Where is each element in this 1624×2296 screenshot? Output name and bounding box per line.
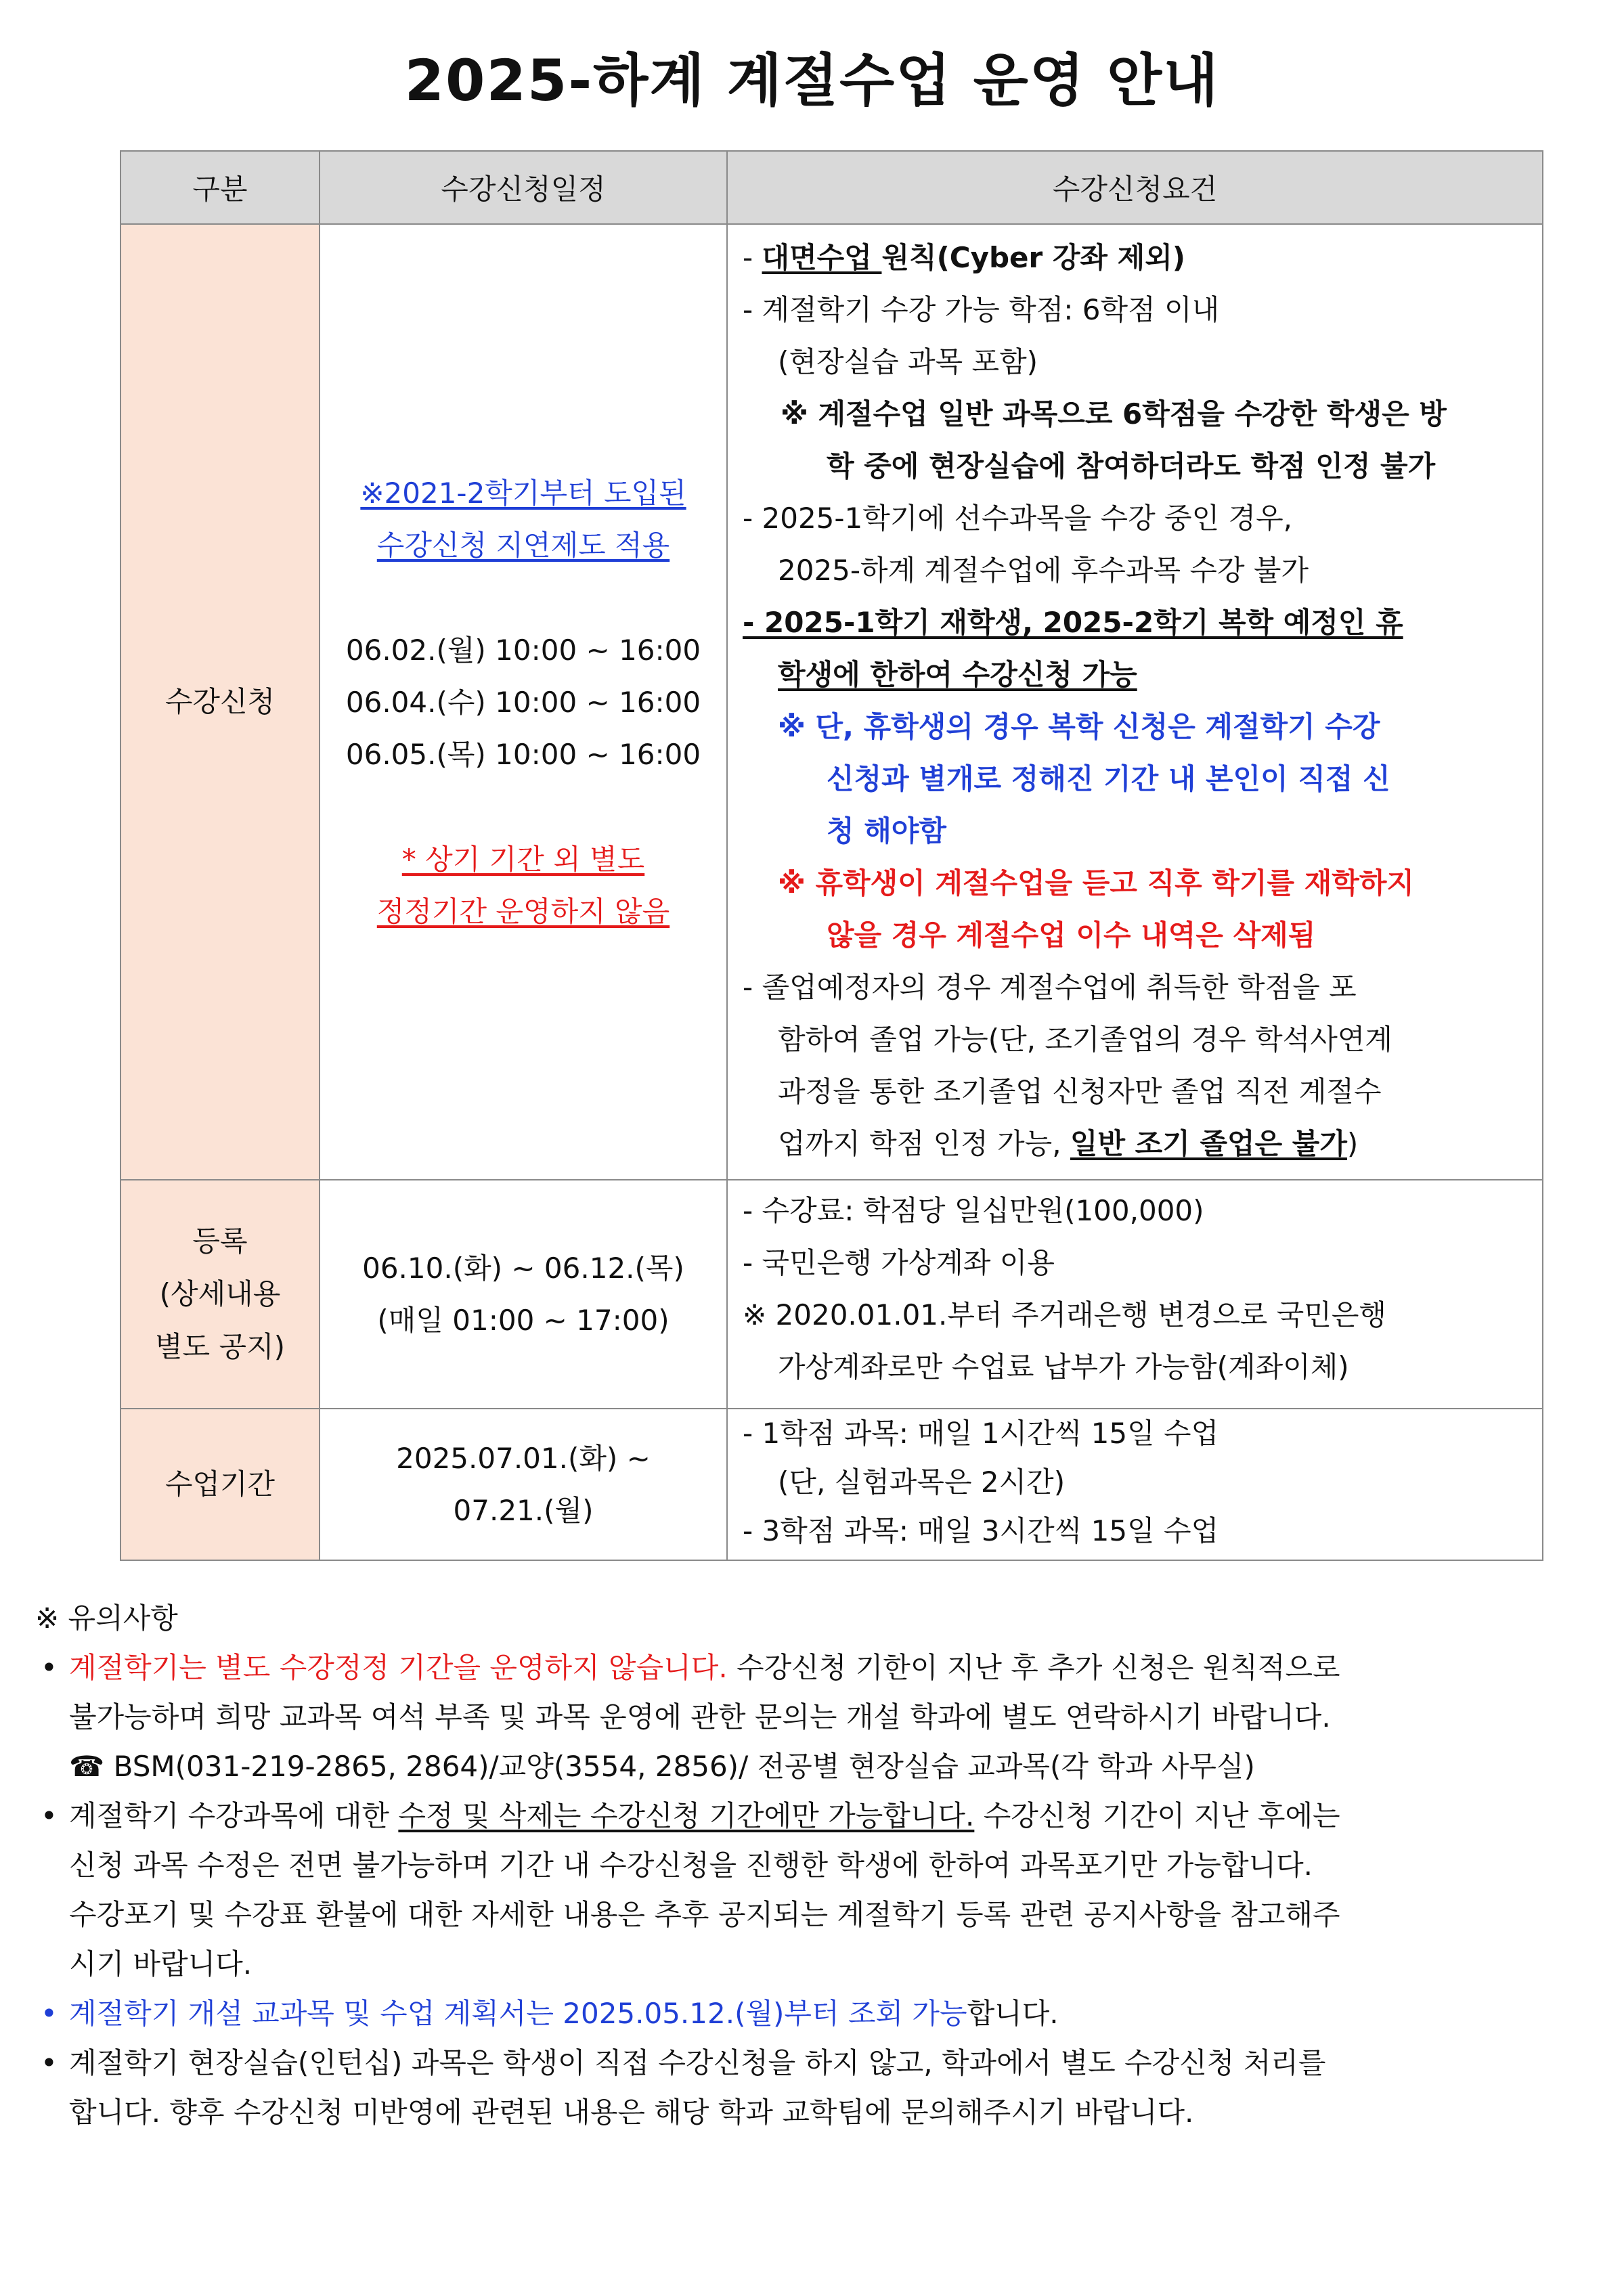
caution-section bbox=[35, 1594, 1592, 2137]
req-internship-note-2: 학 중에 현장실습에 참여하더라도 학점 인정 불가 bbox=[827, 449, 1436, 483]
req-graduation-3: 과정을 통한 조기졸업 신청자만 졸업 직전 계절수 bbox=[778, 1075, 1382, 1108]
table-row-apply bbox=[120, 224, 1543, 1180]
category-period: 수업기간 bbox=[120, 1409, 320, 1560]
apply-date-3: 06.05.(목) 10:00 ~ 16:00 bbox=[345, 737, 701, 771]
header-schedule: 수강신청일정 bbox=[320, 151, 727, 224]
req-graduation-4: 업까지 학점 인정 가능, 일반 조기 졸업은 불가) bbox=[778, 1127, 1359, 1160]
req-prerequisite: - 2025-1학기에 선수과목을 수강 중인 경우, bbox=[743, 502, 1293, 535]
req-credit-limit-2: (현장실습 과목 포함) bbox=[778, 345, 1038, 378]
table-row-register bbox=[120, 1180, 1543, 1409]
req-graduation: - 졸업예정자의 경우 계절수업에 취득한 학점을 포 bbox=[743, 971, 1357, 1004]
requirements-register bbox=[727, 1180, 1543, 1409]
req-prerequisite-2: 2025-하계 계절수업에 후수과목 수강 불가 bbox=[778, 554, 1309, 587]
req-fee: - 수강료: 학점당 일십만원(100,000) bbox=[743, 1194, 1204, 1227]
req-virtual-account: - 국민은행 가상계좌 이용 bbox=[743, 1246, 1055, 1279]
req-internship-note: ※ 계절수업 일반 과목으로 6학점을 수강한 학생은 방 bbox=[781, 397, 1447, 430]
req-eligibility-2: 학생에 한하여 수강신청 가능 bbox=[778, 658, 1137, 691]
req-face-to-face: - 대면수업 원칙(Cyber 강좌 제외) bbox=[743, 241, 1185, 274]
contact-phone: ☎ BSM(031-219-2865, 2864)/교양(3554, 2856)/ 전공별 현장실습 교과목(각 학과 사무실) bbox=[69, 1750, 1255, 1783]
caution-heading: ※ 유의사항 bbox=[35, 1602, 178, 1635]
req-graduation-2: 함하여 졸업 가능(단, 조기졸업의 경우 학석사연계 bbox=[778, 1023, 1392, 1056]
req-eligibility: - 2025-1학기 재학생, 2025-2학기 복학 예정인 휴 bbox=[743, 606, 1403, 639]
req-leave-note: ※ 단, 휴학생의 경우 복학 신청은 계절학기 수강 bbox=[778, 710, 1380, 743]
req-bank-note: ※ 2020.01.01.부터 주거래은행 변경으로 국민은행 bbox=[743, 1298, 1386, 1331]
req-credit-limit: - 계절학기 수강 가능 학점: 6학점 이내 bbox=[743, 293, 1220, 326]
req-three-credit: - 3학점 과목: 매일 3시간씩 15일 수업 bbox=[743, 1514, 1219, 1547]
header-category: 구분 bbox=[120, 151, 320, 224]
caution-item-2: • 계절학기 수강과목에 대한 수정 및 삭제는 수강신청 기간에만 가능합니다. 수강신청 기간이 지난 후에는 신청 과목 수정은 전면 불가능하며 기간 내 수강신청을 진행한 학생에 한하여 과목포기만 가능합니다. 수강포기 및 수강표 환불에 대한 자세한 내용은 추후 공지되는 계절학기 등록 관련 공지사항을 참고해주 시기 바랍니다. bbox=[41, 1799, 1340, 1981]
no-correction-warning: * 상기 기간 외 별도 bbox=[401, 842, 645, 876]
apply-date-1: 06.02.(월) 10:00 ~ 16:00 bbox=[345, 633, 701, 667]
header-requirements: 수강신청요건 bbox=[727, 151, 1543, 224]
caution-item-3: • 계절학기 개설 교과목 및 수업 계획서는 2025.05.12.(월)부터 조회 가능합니다. bbox=[41, 1997, 1059, 2030]
table-row-period bbox=[120, 1409, 1543, 1560]
req-leave-note-2: 신청과 별개로 정해진 기간 내 본인이 직접 신 bbox=[827, 762, 1390, 795]
schedule-apply bbox=[320, 224, 727, 1180]
schedule-period: 2025.07.01.(화) ~ 07.21.(월) bbox=[320, 1409, 727, 1560]
requirements-period bbox=[727, 1409, 1543, 1560]
apply-date-2: 06.04.(수) 10:00 ~ 16:00 bbox=[345, 685, 701, 719]
category-register: 등록 (상세내용 별도 공지) bbox=[120, 1180, 320, 1409]
req-one-credit: - 1학점 과목: 매일 1시간씩 15일 수업 bbox=[743, 1417, 1219, 1450]
req-deletion-note-2: 않을 경우 계절수업 이수 내역은 삭제됨 bbox=[827, 919, 1316, 952]
caution-item-1: • 계절학기는 별도 수강정정 기간을 운영하지 않습니다. 수강신청 기한이 지난 후 추가 신청은 원칙적으로 불가능하며 희망 교과목 여석 부족 및 과목 운영에 관한 문의는 개설 학과에 별도 연락하시기 바랍니다. ☎ BSM(031-219-2865, 2864)/교양(3554, 2856)/ 전공별 현장실습 교과목(각 학과 사무실) bbox=[35, 1643, 1592, 1791]
table-header-row bbox=[120, 151, 1543, 224]
req-bank-note-2: 가상계좌로만 수업료 납부가 가능함(계좌이체) bbox=[778, 1350, 1349, 1384]
req-deletion-note: ※ 휴학생이 계절수업을 듣고 직후 학기를 재학하지 bbox=[778, 866, 1415, 900]
caution-item-4: • 계절학기 현장실습(인턴십) 과목은 학생이 직접 수강신청을 하지 않고, 학과에서 별도 수강신청 처리를 합니다. 향후 수강신청 미반영에 관련된 내용은 해당 학과 교학팀에 문의해주시기 바랍니다. bbox=[41, 2046, 1326, 2129]
requirements-apply bbox=[727, 224, 1543, 1180]
category-apply: 수강신청 bbox=[120, 224, 320, 1180]
req-leave-note-3: 청 해야함 bbox=[827, 814, 946, 847]
delay-system-notice-2: 수강신청 지연제도 적용 bbox=[376, 528, 670, 562]
delay-system-notice: ※2021-2학기부터 도입된 bbox=[360, 476, 686, 510]
no-correction-warning-2: 정정기간 운영하지 않음 bbox=[376, 894, 670, 928]
course-info-table bbox=[120, 150, 1543, 1561]
req-lab-note: (단, 실험과목은 2시간) bbox=[778, 1465, 1066, 1499]
schedule-register: 06.10.(화) ~ 06.12.(목) (매일 01:00 ~ 17:00) bbox=[320, 1180, 727, 1409]
page-title: 2025-하계 계절수업 운영 안내 bbox=[404, 47, 1220, 114]
